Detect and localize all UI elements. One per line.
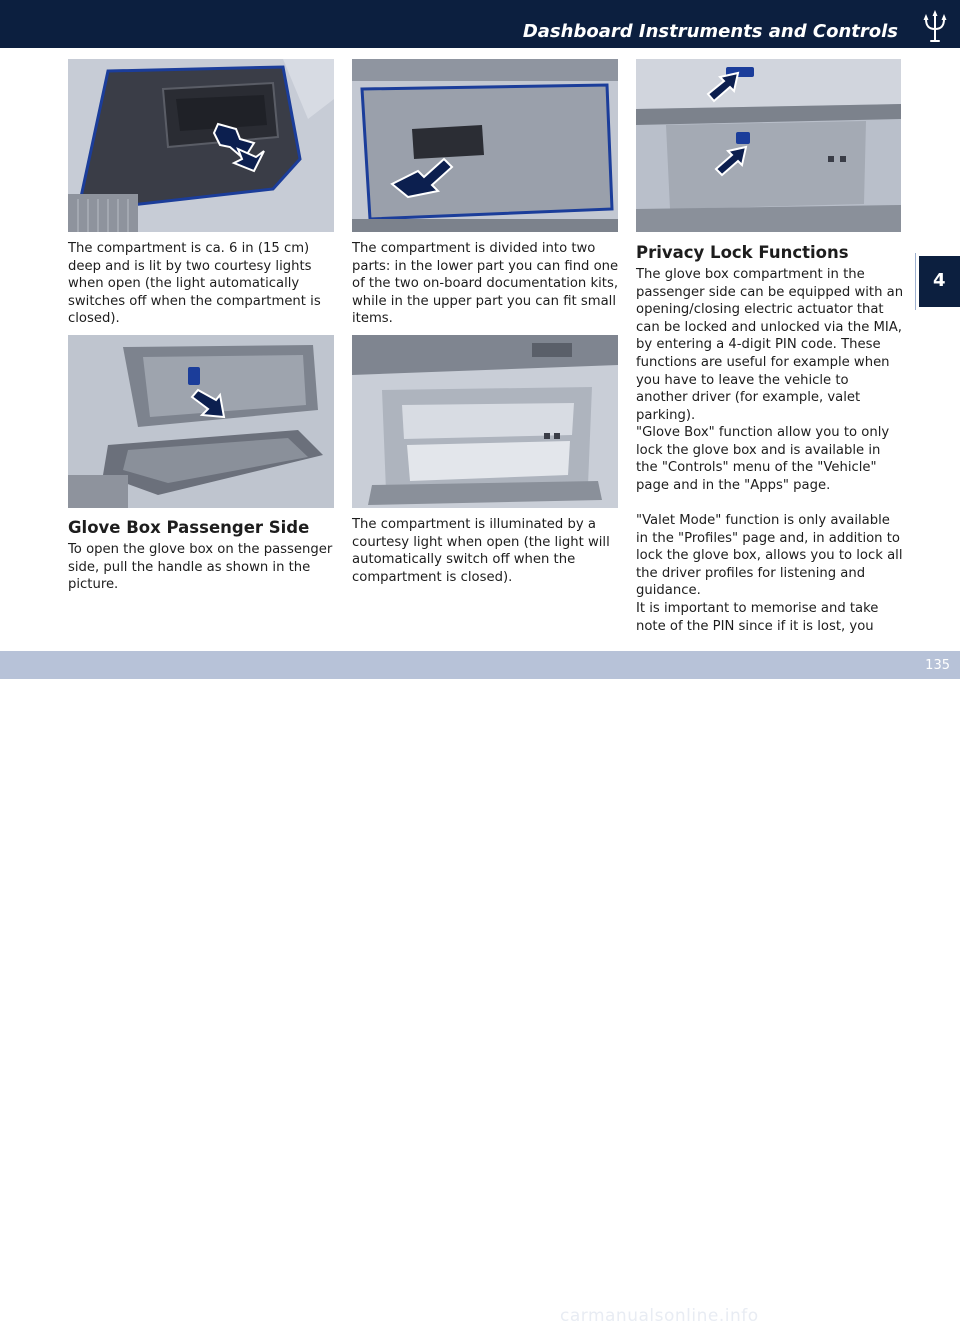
chapter-number: 4 — [933, 270, 946, 291]
page-header — [0, 0, 960, 48]
glove-box-interior-image — [352, 335, 618, 508]
chapter-tab[interactable] — [916, 253, 960, 310]
trident-icon — [918, 9, 952, 45]
col3-heading: Privacy Lock Functions — [636, 243, 849, 262]
col3-paragraph-4: It is important to memorise and take note of the PIN since if it is lost, you — [636, 601, 879, 634]
col3-paragraph-3: "Valet Mode" function is only available in the "Profiles" page and, in addition to lock the glove box, allows you to lock all the driver profiles for listening and guidance. — [636, 513, 903, 599]
section-title: Dashboard Instruments and Controls — [522, 21, 898, 42]
glove-box-handle-image — [68, 59, 334, 232]
watermark: carmanualsonline.info — [560, 1306, 759, 1326]
page-footer — [0, 651, 960, 1326]
glove-box-open-image — [68, 335, 334, 508]
col3-paragraph-2: "Glove Box" function allow you to only lock the glove box and is available in the "Controls" menu of the "Vehicle" page and in the "Apps" page. — [636, 425, 890, 493]
glove-box-release-image — [352, 59, 618, 232]
page-number: 135 — [925, 658, 950, 673]
glove-box-buttons-image — [636, 59, 901, 232]
col2-paragraph-2: The compartment is illuminated by a courtesy light when open (the light will automatically switch off when the compartment is closed). — [352, 517, 610, 585]
col1-heading: Glove Box Passenger Side — [68, 518, 310, 537]
col2-paragraph-1: The compartment is divided into two parts: in the lower part you can find one of the two on-board documentation kits, while in the upper part you can fit small items. — [352, 241, 619, 327]
col3-paragraph-1: The glove box compartment in the passenger side can be equipped with an opening/closing electric actuator that can be locked and unlocked via the MIA, by entering a 4-digit PIN code. These functions are useful for example when you have to leave the vehicle to another driver (for example, valet parking). — [636, 267, 904, 423]
col1-paragraph-1: The compartment is ca. 6 in (15 cm) deep and is lit by two courtesy lights when open (the light automatically switches off when the compartment is closed). — [68, 241, 321, 327]
col1-paragraph-2: To open the glove box on the passenger side, pull the handle as shown in the picture. — [68, 542, 333, 593]
